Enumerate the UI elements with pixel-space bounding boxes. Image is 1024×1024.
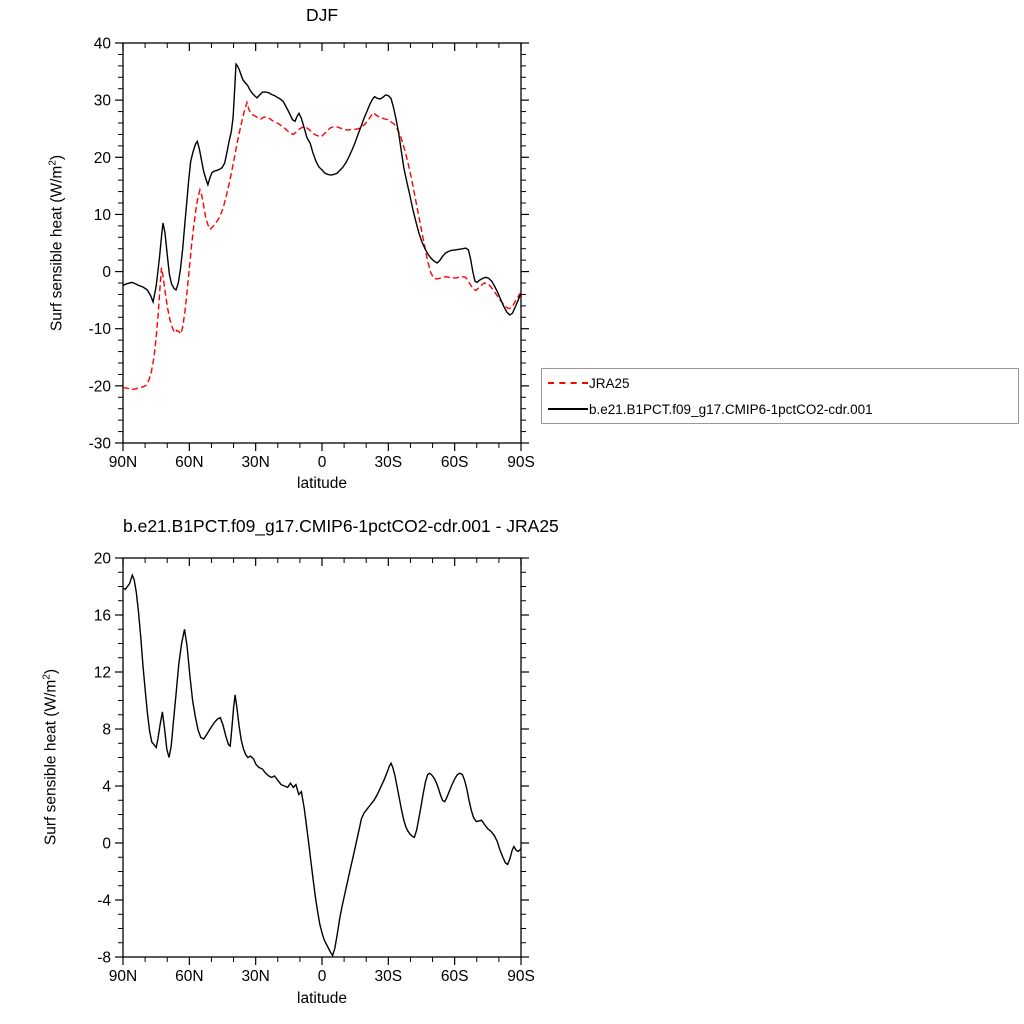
y-tick-label: 16: [93, 607, 111, 625]
y-tick-label: -10: [88, 321, 111, 339]
x-tick-label: 90N: [108, 968, 138, 985]
x-tick-label: 30N: [241, 968, 270, 985]
y-tick-label: 20: [93, 149, 111, 167]
y-tick-label: -20: [88, 378, 111, 396]
y-tick-label: -4: [97, 892, 111, 910]
x-tick-label: 60S: [440, 454, 469, 471]
top-chart-y-axis-title: Surf sensible heat $(W/m^2)$: [47, 154, 66, 332]
x-tick-label: 60N: [175, 454, 204, 471]
x-tick-label: 60S: [440, 968, 469, 985]
x-tick-label: 30S: [374, 968, 403, 985]
y-tick-label: -30: [88, 435, 111, 453]
x-tick-label: 30N: [241, 454, 270, 471]
x-tick-label: 60N: [175, 968, 204, 985]
legend-label-model: b.e21.B1PCT.f09_g17.CMIP6-1pctCO2-cdr.001: [589, 401, 873, 417]
minor-ticks: [118, 558, 526, 962]
x-tick-label: 90S: [507, 968, 535, 985]
y-tick-label: 12: [93, 664, 111, 682]
y-tick-label: -8: [97, 949, 111, 967]
y-tick-label: 0: [102, 835, 111, 853]
bottom-chart-x-axis-title: latitude: [297, 990, 347, 1007]
x-tick-label: 90N: [108, 454, 138, 471]
y-tick-label: 4: [102, 778, 111, 796]
plot-frame: [123, 558, 521, 957]
x-tick-label: 0: [317, 454, 327, 471]
x-tick-label: 30S: [374, 454, 403, 471]
y-tick-label: 10: [93, 206, 111, 224]
x-tick-label: 0: [317, 968, 327, 985]
series-line-difference: [123, 575, 521, 956]
bottom-chart-title: b.e21.B1PCT.f09_g17.CMIP6-1pctCO2-cdr.001 - JRA25: [123, 516, 559, 536]
y-tick-label: 40: [93, 35, 111, 53]
x-tick-label: 90S: [507, 454, 535, 471]
top-chart-title: DJF: [305, 5, 339, 25]
y-tick-label: 8: [102, 721, 111, 739]
top-chart-x-axis-title: latitude: [297, 475, 347, 492]
y-tick-label: 0: [102, 264, 111, 282]
y-tick-label: 30: [93, 92, 111, 110]
bottom-chart-y-axis-title: Surf sensible heat $(W/m^2)$: [41, 668, 60, 846]
legend-label-jra25: JRA25: [589, 375, 630, 391]
y-tick-label: 20: [93, 550, 111, 568]
major-ticks: [115, 558, 529, 965]
